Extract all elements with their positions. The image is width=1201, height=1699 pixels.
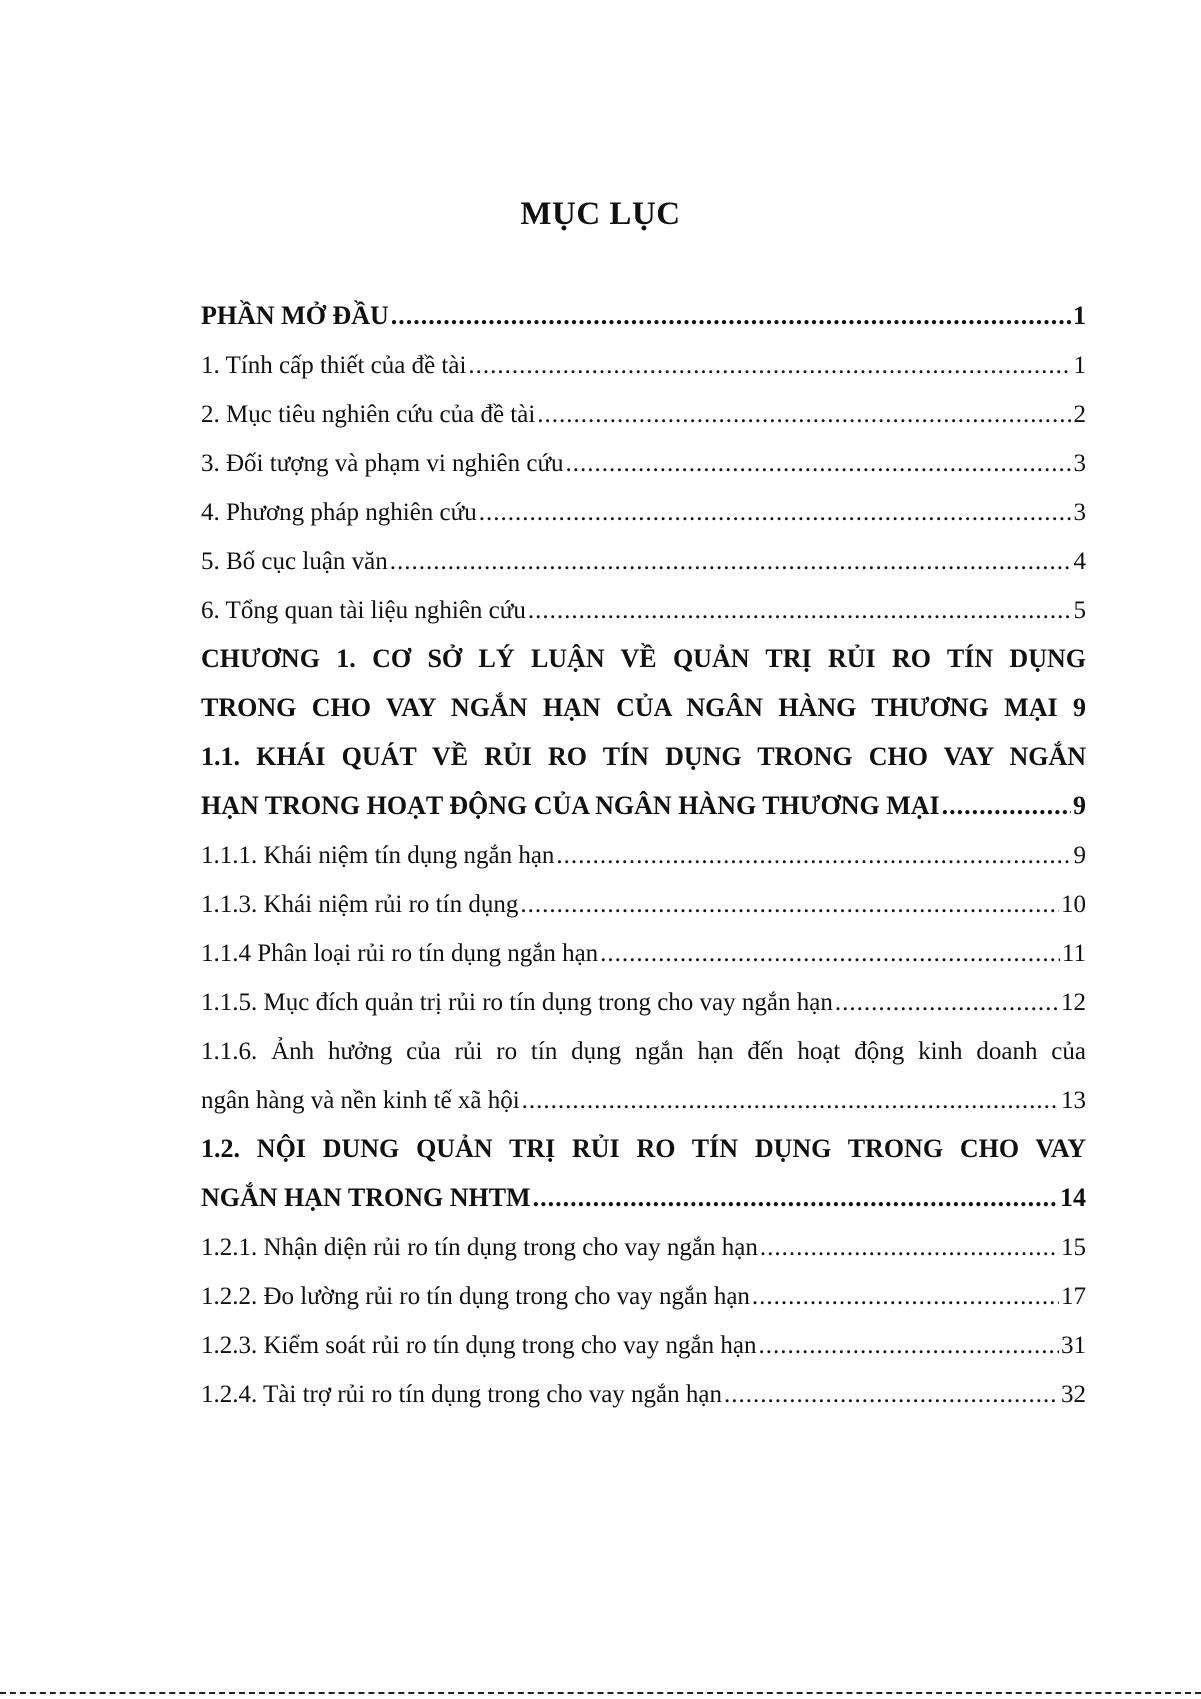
toc-entry-text: NGẮN HẠN TRONG NHTM (201, 1183, 531, 1212)
toc-entry-text: 2. Mục tiêu nghiên cứu của đề tài (201, 401, 536, 428)
toc-page-number: 14 (1060, 1183, 1086, 1212)
toc-page-number: 1 (1073, 352, 1086, 379)
toc-entry[interactable] (201, 978, 1086, 1027)
toc-entry[interactable] (201, 1027, 1086, 1076)
toc-entry[interactable] (201, 1125, 1086, 1174)
dot-leader (724, 1381, 1059, 1409)
dot-leader (522, 1087, 1059, 1115)
dot-leader (537, 401, 1071, 429)
toc-entry-text: 1.1. KHÁI QUÁT VỀ RỦI RO TÍN DỤNG TRONG CHO VAY NGẮN (201, 742, 1086, 771)
toc-entry-text: 1.2.2. Đo lường rủi ro tín dụng trong cho vay ngắn hạn (201, 1283, 750, 1310)
toc-page-number: 11 (1061, 940, 1086, 967)
toc-entry[interactable] (201, 1076, 1086, 1125)
toc-entry-text: 1.2. NỘI DUNG QUẢN TRỊ RỦI RO TÍN DỤNG TRONG CHO VAY (201, 1134, 1086, 1163)
toc-entry[interactable] (201, 831, 1086, 880)
toc-page-number: 9 (1073, 791, 1086, 820)
toc-page-number: 1 (1073, 301, 1086, 330)
toc-page-number: 13 (1061, 1087, 1086, 1114)
toc-entry-text: 1.1.3. Khái niệm rủi ro tín dụng (201, 891, 519, 918)
toc-title: MỤC LỤC (520, 196, 681, 232)
toc-entry-text: 1.1.6. Ảnh hưởng của rủi ro tín dụng ngắn hạn đến hoạt động kinh doanh của (201, 1038, 1086, 1065)
toc-entry[interactable] (201, 880, 1086, 929)
toc-entry-text: 5. Bố cục luận văn (201, 548, 388, 575)
toc-entry[interactable] (201, 733, 1086, 782)
toc-entry-text: 1.1.5. Mục đích quản trị rủi ro tín dụng trong cho vay ngắn hạn (201, 989, 833, 1016)
toc-entry-text: 4. Phương pháp nghiên cứu (201, 499, 477, 526)
dot-leader (533, 1183, 1058, 1213)
toc-entry[interactable] (201, 1370, 1086, 1419)
dot-leader (600, 940, 1060, 968)
dot-leader (391, 301, 1071, 331)
toc-entry[interactable] (201, 488, 1086, 537)
toc-entry[interactable] (201, 1174, 1086, 1223)
toc-page-number: 5 (1073, 597, 1086, 624)
toc-entry[interactable] (201, 341, 1086, 390)
dot-leader (752, 1283, 1059, 1311)
toc-entry-text: 6. Tổng quan tài liệu nghiên cứu (201, 597, 526, 624)
dot-leader (390, 548, 1072, 576)
toc-entry-text: 1.2.1. Nhận diện rủi ro tín dụng trong cho vay ngắn hạn (201, 1234, 758, 1261)
toc-entry-text: 3. Đối tượng và phạm vi nghiên cứu (201, 450, 564, 477)
toc-entry-text: 1.2.4. Tài trợ rủi ro tín dụng trong cho vay ngắn hạn (201, 1381, 722, 1408)
toc-page-number: 17 (1061, 1283, 1086, 1310)
toc-page-number: 31 (1061, 1332, 1086, 1359)
toc-entry[interactable] (201, 1223, 1086, 1272)
toc-page-number: 15 (1061, 1234, 1086, 1261)
toc-entry-text: HẠN TRONG HOẠT ĐỘNG CỦA NGÂN HÀNG THƯƠNG MẠI (201, 791, 940, 820)
toc-entry[interactable] (201, 782, 1086, 831)
toc-entry[interactable] (201, 292, 1086, 341)
toc-entry[interactable] (201, 390, 1086, 439)
toc-page-number: 10 (1061, 891, 1086, 918)
dot-leader (468, 352, 1071, 380)
toc-page-number: 4 (1073, 548, 1086, 575)
toc-list (201, 292, 1086, 1419)
page-bottom-rule (0, 1692, 1201, 1694)
dot-leader (758, 1332, 1059, 1360)
toc-entry-text: PHẦN MỞ ĐẦU (201, 301, 389, 330)
toc-entry-text: 1.1.1. Khái niệm tín dụng ngắn hạn (201, 842, 555, 869)
toc-page-number: 32 (1061, 1381, 1086, 1408)
dot-leader (520, 891, 1059, 919)
toc-page-number: 2 (1073, 401, 1086, 428)
dot-leader (479, 499, 1072, 527)
toc-entry-text: CHƯƠNG 1. CƠ SỞ LÝ LUẬN VỀ QUẢN TRỊ RỦI RO TÍN DỤNG (201, 644, 1086, 673)
dot-leader (835, 989, 1059, 1017)
dot-leader (566, 450, 1072, 478)
toc-entry-text: ngân hàng và nền kinh tế xã hội (201, 1087, 520, 1114)
dot-leader (942, 791, 1071, 821)
toc-entry[interactable] (201, 537, 1086, 586)
toc-page-number: 12 (1061, 989, 1086, 1016)
toc-entry[interactable] (201, 586, 1086, 635)
toc-entry[interactable] (201, 439, 1086, 488)
toc-entry-text: 1.2.3. Kiểm soát rủi ro tín dụng trong cho vay ngắn hạn (201, 1332, 757, 1359)
toc-page-number: 9 (1073, 842, 1086, 869)
toc-entry[interactable] (201, 684, 1086, 733)
toc-entry[interactable] (201, 635, 1086, 684)
toc-entry[interactable] (201, 929, 1086, 978)
toc-entry-text: TRONG CHO VAY NGẮN HẠN CỦA NGÂN HÀNG THƯƠNG MẠI 9 (201, 693, 1086, 722)
toc-page-number: 3 (1073, 499, 1086, 526)
dot-leader (556, 842, 1071, 870)
toc-page-number: 3 (1073, 450, 1086, 477)
toc-entry[interactable] (201, 1272, 1086, 1321)
toc-entry-text: 1. Tính cấp thiết của đề tài (201, 352, 467, 379)
toc-entry[interactable] (201, 1321, 1086, 1370)
dot-leader (528, 597, 1072, 625)
dot-leader (760, 1234, 1059, 1262)
toc-entry-text: 1.1.4 Phân loại rủi ro tín dụng ngắn hạn (201, 940, 599, 967)
